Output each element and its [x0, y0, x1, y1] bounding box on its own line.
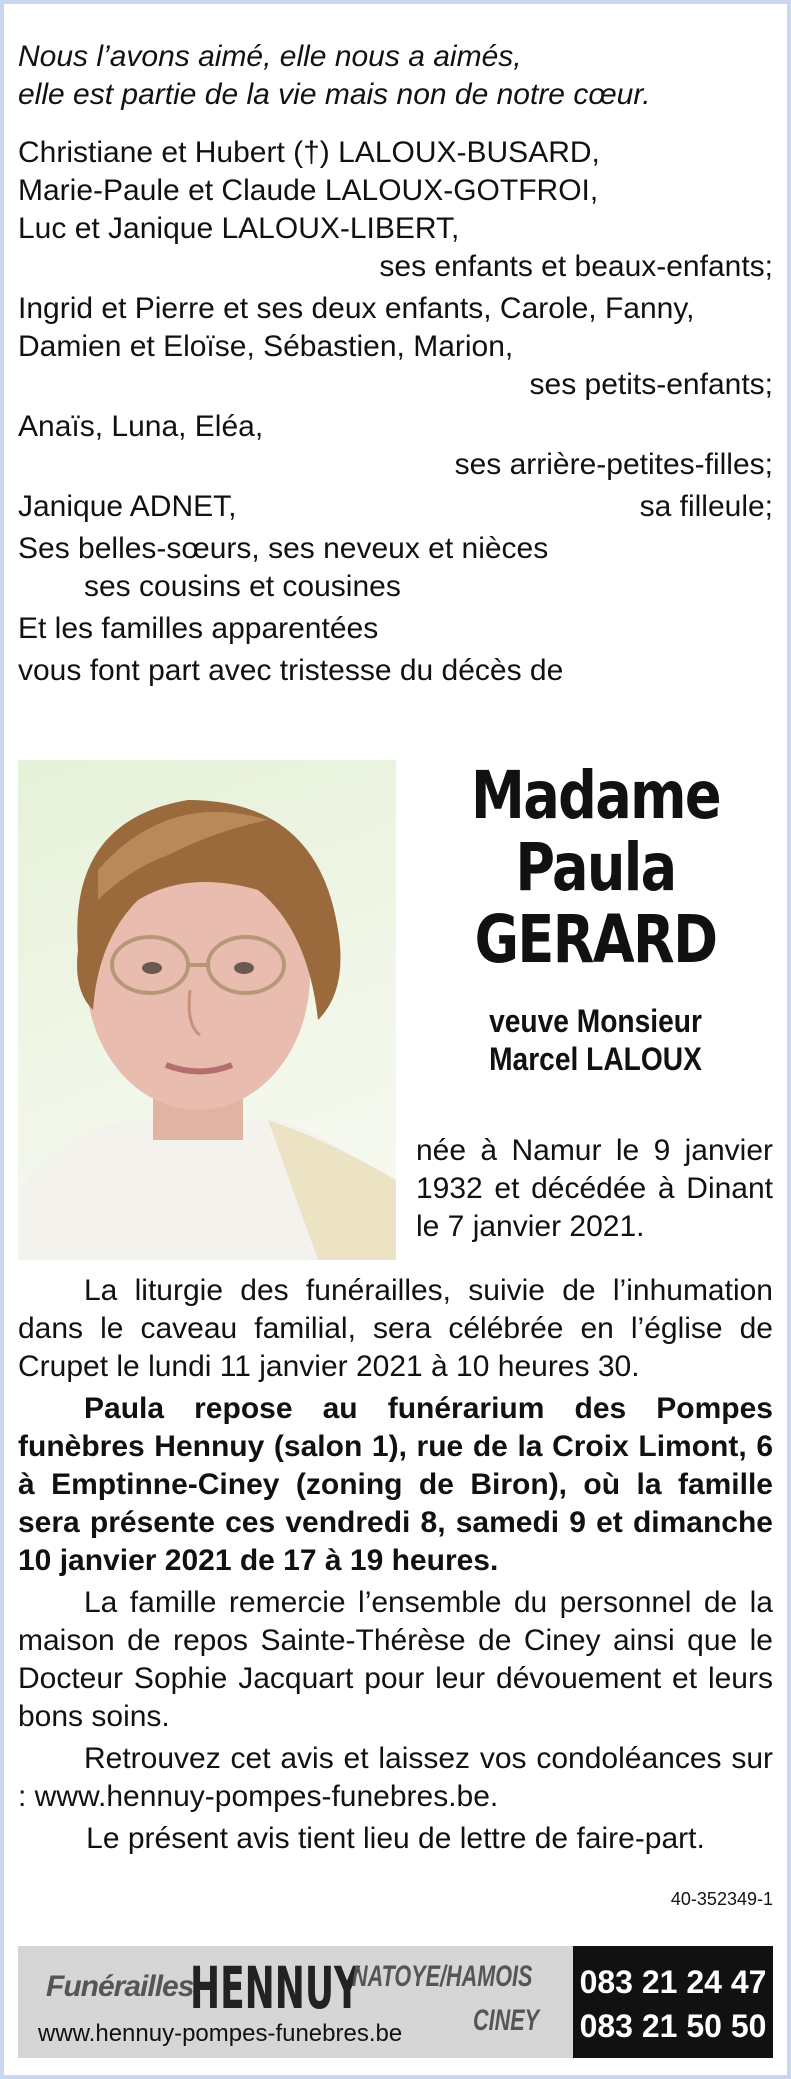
family-line: ses cousins et cousines — [84, 570, 401, 603]
family-line: Janique ADNET, — [18, 490, 237, 523]
details-section — [18, 1272, 773, 1862]
opening-quote — [18, 38, 773, 114]
godchild-row — [18, 488, 773, 526]
online-paragraph: Retrouvez cet avis et laissez vos condoléances sur : www.hennuy-pompes-funebres.be. — [18, 1742, 773, 1813]
family-role: ses enfants et beaux-enfants; — [379, 250, 773, 283]
rest-paragraph: Paula repose au funérarium des Pompes funèbres Hennuy (salon 1), rue de la Croix Limont, 6 à Emptinne-Ciney (zoning de Biron), où la famille sera présente ces vendredi 8, samedi 9 et dimanche 10 janvier 2021 de 17 à 19 heures. — [18, 1392, 773, 1577]
reference-number: 40-352349-1 — [670, 1889, 773, 1909]
funerailles-label: Funérailles — [46, 1970, 194, 2003]
family-line: Luc et Janique LALOUX-LIBERT, — [18, 212, 460, 245]
deceased-name-block — [418, 757, 773, 1078]
family-line: Anaïs, Luna, Eléa, — [18, 410, 264, 443]
notice-line: Le présent avis tient lieu de lettre de faire-part. — [86, 1822, 705, 1855]
portrait-illustration — [18, 760, 396, 1260]
quote-line: Nous l’avons aimé, elle nous a aimés, — [18, 40, 522, 73]
family-line: Et les familles apparentées — [18, 612, 379, 645]
family-line: Marie-Paule et Claude LALOUX-GOTFROI, — [18, 174, 599, 207]
family-role: ses arrière-petites-filles; — [454, 448, 773, 481]
family-role: sa filleule; — [639, 490, 773, 523]
deceased-last-name: GERARD — [474, 901, 717, 978]
family-line: Ingrid et Pierre et ses deux enfants, Carole, Fanny, — [18, 292, 695, 325]
hennuy-logo: HENNUY — [190, 1954, 361, 2022]
family-line: Christiane et Hubert (†) LALOUX-BUSARD, — [18, 136, 600, 169]
phone-number[interactable]: 083 21 50 50 — [579, 2008, 767, 2044]
location-natoye: NATOYE/HAMOIS — [352, 1960, 533, 1993]
birth-death-text: née à Namur le 9 janvier 1932 et décédée à Dinant le 7 janvier 2021. — [416, 1134, 773, 1243]
thanks-paragraph: La famille remercie l’ensemble du personnel de la maison de repos Sainte-Thérèse de Ciney ainsi que le Docteur Sophie Jacquart pour leur dévouement et leurs bons soins. — [18, 1586, 773, 1733]
family-section — [18, 38, 773, 690]
widow-line: Marcel LALOUX — [489, 1041, 702, 1077]
family-line: Ses belles-sœurs, ses neveux et nièces — [18, 532, 549, 565]
website-link[interactable]: www.hennuy-pompes-funebres.be — [38, 2020, 403, 2047]
phone-number[interactable]: 083 21 24 47 — [579, 1964, 767, 2000]
liturgy-paragraph: La liturgie des funérailles, suivie de l’inhumation dans le caveau familial, sera célébrée en l’église de Crupet le lundi 11 janvier 2021 à 10 heures 30. — [18, 1274, 773, 1383]
deceased-section — [18, 757, 773, 1265]
deceased-first-name: Paula — [515, 829, 676, 906]
phone-box — [573, 1946, 773, 2058]
deceased-title: Madame — [471, 757, 720, 834]
portrait-photo — [18, 760, 396, 1260]
announcement-line: vous font part avec tristesse du décès de — [18, 654, 564, 687]
family-line: Damien et Eloïse, Sébastien, Marion, — [18, 330, 514, 363]
location-ciney: CINEY — [473, 2004, 540, 2037]
quote-line: elle est partie de la vie mais non de notre cœur. — [18, 78, 651, 111]
funeral-home-banner — [18, 1946, 773, 2058]
family-role: ses petits-enfants; — [529, 368, 773, 401]
widow-line: veuve Monsieur — [489, 1003, 702, 1039]
